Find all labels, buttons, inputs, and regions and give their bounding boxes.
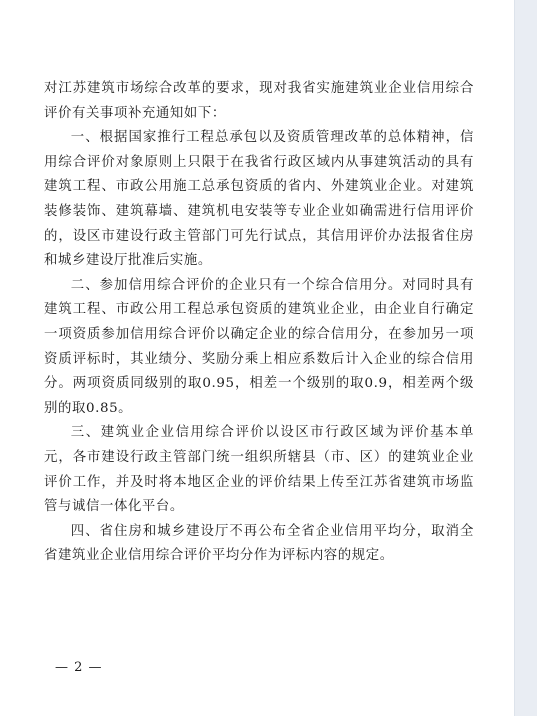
document-body xyxy=(44,77,474,569)
paragraph-item-4: 四、省住房和城乡建设厅不再公布全省企业信用平均分，取消全省建筑业企业信用综合评价平均分作为评标内容的规定。 xyxy=(44,523,474,564)
paragraph-intro: 对江苏建筑市场综合改革的要求，现对我省实施建筑业企业信用综合评价有关事项补充通知如下： xyxy=(44,81,474,121)
page-number: — 2 — xyxy=(55,660,103,675)
paragraph-item-2: 二、参加信用综合评价的企业只有一个综合信用分。对同时具有建筑工程、市政公用工程总承包资质的建筑业企业，由企业自行确定一项资质参加信用综合评价以确定企业的综合信用分，在参加另一项资质评标时，其业绩分、奖励分乘上相应系数后计入企业的综合信用分。两项资质同级别的取0.95，相差一个级别的取0.9，相差两个级别的取0.85。 xyxy=(44,277,474,416)
viewer-side-strip xyxy=(514,0,537,716)
paragraph-item-1: 一、根据国家推行工程总承包以及资质管理改革的总体精神，信用综合评价对象原则上只限于在我省行政区域内从事建筑活动的具有建筑工程、市政公用施工总承包资质的省内、外建筑业企业。对建筑装修装饰、建筑幕墙、建筑机电安装等专业企业如确需进行信用评价的，设区市建设行政主管部门可先行试点，其信用评价办法报省住房和城乡建设厅批准后实施。 xyxy=(44,130,474,269)
paragraph-item-3: 三、建筑业企业信用综合评价以设区市行政区域为评价基本单元，各市建设行政主管部门统一组织所辖县（市、区）的建筑业企业评价工作，并及时将本地区企业的评价结果上传至江苏省建筑市场监管与诚信一体化平台。 xyxy=(44,425,474,515)
